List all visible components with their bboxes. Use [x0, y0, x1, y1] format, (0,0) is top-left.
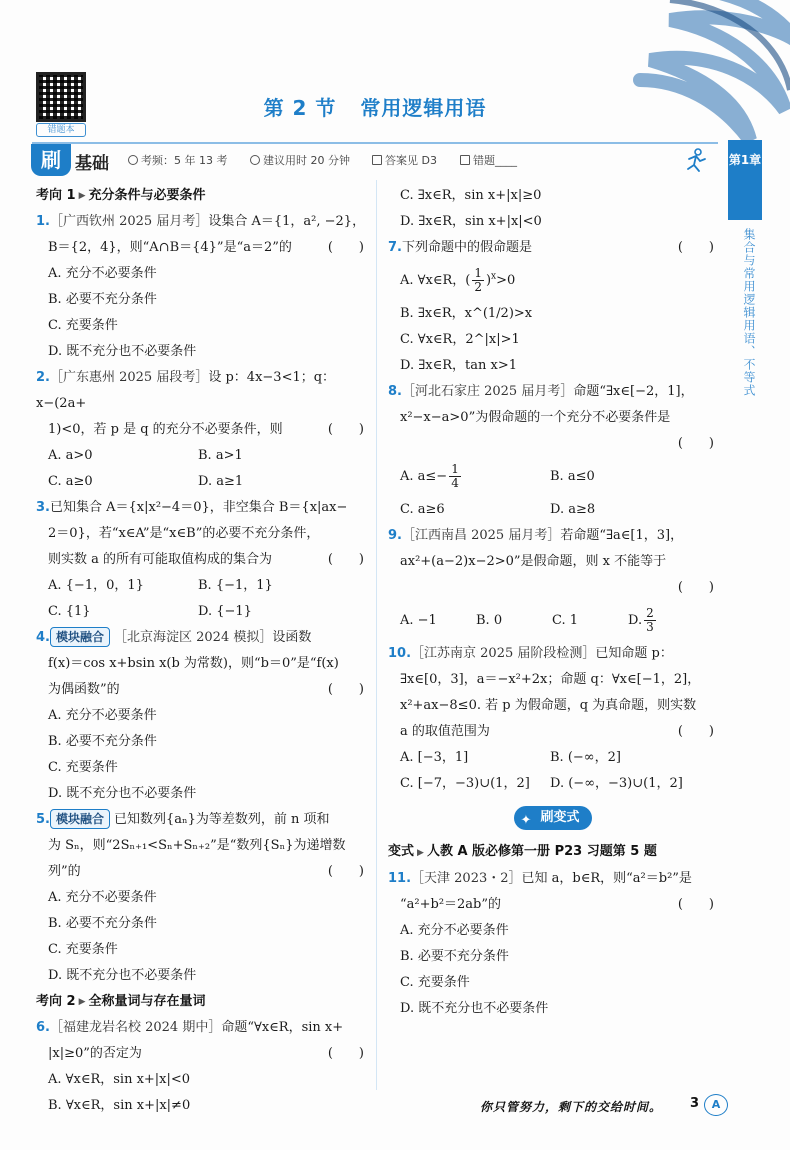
logo-icon: A	[704, 1094, 728, 1116]
option[interactable]: D. 既不充分也不必要条件	[48, 968, 197, 983]
option[interactable]: C. 充要条件	[48, 942, 118, 957]
option[interactable]: D. {−1}	[198, 604, 252, 619]
suggested-time: 建议用时 20 分钟	[250, 152, 350, 168]
page-number: 3	[690, 1096, 700, 1111]
page-title	[0, 92, 750, 121]
variant-heading: 变式 ▶ 人教 A 版必修第一册 P23 习题第 5 题	[388, 844, 657, 859]
option[interactable]: A. 充分不必要条件	[48, 708, 157, 723]
option[interactable]: D. a≥1	[198, 474, 244, 489]
option[interactable]: D. ∃x∈R，sin x+|x|<0	[400, 214, 542, 229]
question-4: 4. 模块融合 ［北京海淀区 2024 模拟］设函数 f(x)＝cos x+bsin x(b 为常数)，则“b＝0”是“f(x) 为偶函数”的 ( ) A. 充分不必要条件 B. 必要不充分条件 C. 充要条件 D. 既不充分也不必要条件	[36, 625, 368, 807]
option[interactable]: B. 必要不充分条件	[48, 292, 157, 307]
option[interactable]: A. 充分不必要条件	[48, 890, 157, 905]
question-1: 1.［广西钦州 2025 届月考］设集合 A＝{1，a², −2}， B＝{2，4}，则“A∩B＝{4}”是“a＝2”的 ( ) A. 充分不必要条件 B. 必要不充分条件 C. 充要条件 D. 既不充分也不必要条件	[36, 209, 368, 365]
question-11: 11.［天津 2023・2］已知 a，b∈R，则“a²＝b²”是 “a²+b²＝2ab”的 ( ) A. 充分不必要条件 B. 必要不充分条件 C. 充要条件 D. 既不充分也不必要条件	[388, 866, 718, 1022]
question-7: 7.下列命题中的假命题是 ( ) A. ∀x∈R，( $\frac{1}{2}$ )$^x$>0 B. ∃x∈R，x^(1/2)>x C. ∀x∈R，2^|x|>1 D. ∃x∈R，tan x>1	[388, 235, 718, 379]
right-column	[388, 183, 718, 1022]
qr-label: 错题本	[36, 123, 86, 137]
option[interactable]: C. {1}	[48, 604, 91, 619]
option[interactable]: D. 既不充分也不必要条件	[48, 344, 197, 359]
option[interactable]: B. a>1	[198, 448, 243, 463]
brush-stroke-decoration	[610, 0, 790, 150]
section-heading-1: 考向 1 ▶ 充分条件与必要条件	[36, 188, 206, 203]
shua-badge: 刷	[31, 144, 71, 176]
option[interactable]: A. −1	[400, 613, 437, 628]
option[interactable]: B. 必要不充分条件	[400, 949, 509, 964]
option[interactable]: A. 充分不必要条件	[48, 266, 157, 281]
question-3: 3.已知集合 A＝{x|x²−4＝0}，非空集合 B＝{x|ax− 2＝0}，若“x∈A”是“x∈B”的必要不充分条件， 则实数 a 的所有可能取值构成的集合为 ( ) A. {−1，0，1} B. {−1，1} C. {1} D. {−1}	[36, 495, 368, 625]
option[interactable]: C. 充要条件	[48, 318, 118, 333]
option[interactable]: C. 1	[552, 613, 579, 628]
runner-icon	[683, 147, 709, 173]
option[interactable]: C. a≥6	[400, 502, 445, 517]
chapter-tab[interactable]: 第1章	[728, 140, 762, 220]
chapter-topic: 集合与常用逻辑用语、不等式	[742, 228, 756, 397]
option[interactable]: D. ∃x∈R，tan x>1	[400, 358, 517, 373]
answer-ref: 答案见 D3	[372, 152, 437, 168]
section-title: 常用逻辑用语	[360, 96, 487, 120]
option[interactable]: B. 必要不充分条件	[48, 734, 157, 749]
option[interactable]: A. ∀x∈R，( $\frac{1}{2}$ )$^x$>0	[400, 266, 516, 294]
option[interactable]: D. 既不充分也不必要条件	[48, 786, 197, 801]
section-heading-2: 考向 2 ▶ 全称量词与存在量词	[36, 994, 206, 1009]
clock-icon	[128, 155, 138, 165]
note-icon	[460, 155, 470, 165]
option[interactable]: B. ∃x∈R，x^(1/2)>x	[400, 306, 533, 321]
left-column	[36, 183, 368, 1119]
module-tag: 模块融合	[50, 809, 110, 829]
option[interactable]: C. 充要条件	[48, 760, 118, 775]
level-label: 基础	[75, 154, 109, 174]
question-6: 6.［福建龙岩名校 2024 期中］命题“∀x∈R，sin x+ |x|≥0”的否定为 ( ) A. ∀x∈R，sin x+|x|<0 B. ∀x∈R，sin x+|x|≠0	[36, 1015, 368, 1119]
question-2: 2.［广东惠州 2025 届段考］设 p：4x−3<1；q：x−(2a+ 1)<0，若 p 是 q 的充分不必要条件，则 ( ) A. a>0 B. a>1 C. a≥0 D. a≥1	[36, 365, 368, 495]
option[interactable]: D. (−∞，−3)∪(1，2]	[550, 776, 683, 791]
footer-motto: 你只管努力，剩下的交给时间。	[480, 1100, 663, 1114]
wrong-count: 错题____	[460, 152, 517, 168]
option[interactable]: C. a≥0	[48, 474, 93, 489]
option[interactable]: A. a>0	[48, 448, 93, 463]
exam-frequency: 考频：5 年 13 考	[128, 152, 228, 168]
option[interactable]: B. 必要不充分条件	[48, 916, 157, 931]
option[interactable]: B. 0	[476, 613, 503, 628]
option[interactable]: C. 充要条件	[400, 975, 470, 990]
option[interactable]: B. {−1，1}	[198, 578, 273, 593]
brush-variant-banner: ✦ 刷变式	[388, 805, 718, 835]
option[interactable]: A. [−3，1]	[400, 750, 469, 765]
book-icon	[372, 155, 382, 165]
option[interactable]: B. a≤0	[550, 469, 595, 484]
option[interactable]: C. ∃x∈R，sin x+|x|≥0	[400, 188, 542, 203]
question-9: 9.［江西南昌 2025 届月考］若命题“∃a∈[1，3]， ax²+(a−2)x−2>0”是假命题，则 x 不能等于 ( ) A. −1 B. 0 C. 1 D. $\frac{2}{3}$	[388, 523, 718, 641]
question-10: 10.［江苏南京 2025 届阶段检测］已知命题 p： ∃x∈[0，3]，a＝−x²+2x；命题 q：∀x∈[−1，2]， x²+ax−8≤0. 若 p 为假命题，q 为真命题，则实数 a 的取值范围为 ( ) A. [−3，1] B. (−∞，2] C. [−7，−3)∪(1，2] D. (−∞，−3)∪(1，2]	[388, 641, 718, 797]
option[interactable]: B. (−∞，2]	[550, 750, 621, 765]
header-divider	[32, 142, 718, 144]
option[interactable]: D. $\frac{2}{3}$	[628, 606, 654, 634]
timer-icon	[250, 155, 260, 165]
option[interactable]: A. ∀x∈R，sin x+|x|<0	[48, 1072, 191, 1087]
runner-icon: ✦	[520, 813, 532, 828]
option[interactable]: A. a≤− $\frac{1}{4}$	[400, 462, 459, 490]
option[interactable]: D. 既不充分也不必要条件	[400, 1001, 549, 1016]
question-5: 5. 模块融合 已知数列{aₙ}为等差数列，前 n 项和 为 Sₙ，则“2Sₙ₊₁<Sₙ+Sₙ₊₂”是“数列{Sₙ}为递增数 列”的 ( ) A. 充分不必要条件 B. 必要不充分条件 C. 充要条件 D. 既不充分也不必要条件	[36, 807, 368, 989]
option[interactable]: B. ∀x∈R，sin x+|x|≠0	[48, 1098, 191, 1113]
column-divider	[376, 180, 377, 1090]
question-8: 8.［河北石家庄 2025 届月考］命题“∃x∈[−2，1]， x²−x−a>0”为假命题的一个充分不必要条件是 ( ) A. a≤− $\frac{1}{4}$ B. a≤0 C. a≥6 D. a≥8	[388, 379, 718, 523]
option[interactable]: C. ∀x∈R，2^|x|>1	[400, 332, 520, 347]
section-number: 第 2 节	[263, 96, 337, 120]
option[interactable]: A. {−1，0，1}	[48, 578, 144, 593]
option[interactable]: A. 充分不必要条件	[400, 923, 509, 938]
module-tag: 模块融合	[50, 627, 110, 647]
option[interactable]: C. [−7，−3)∪(1，2]	[400, 776, 530, 791]
option[interactable]: D. a≥8	[550, 502, 596, 517]
